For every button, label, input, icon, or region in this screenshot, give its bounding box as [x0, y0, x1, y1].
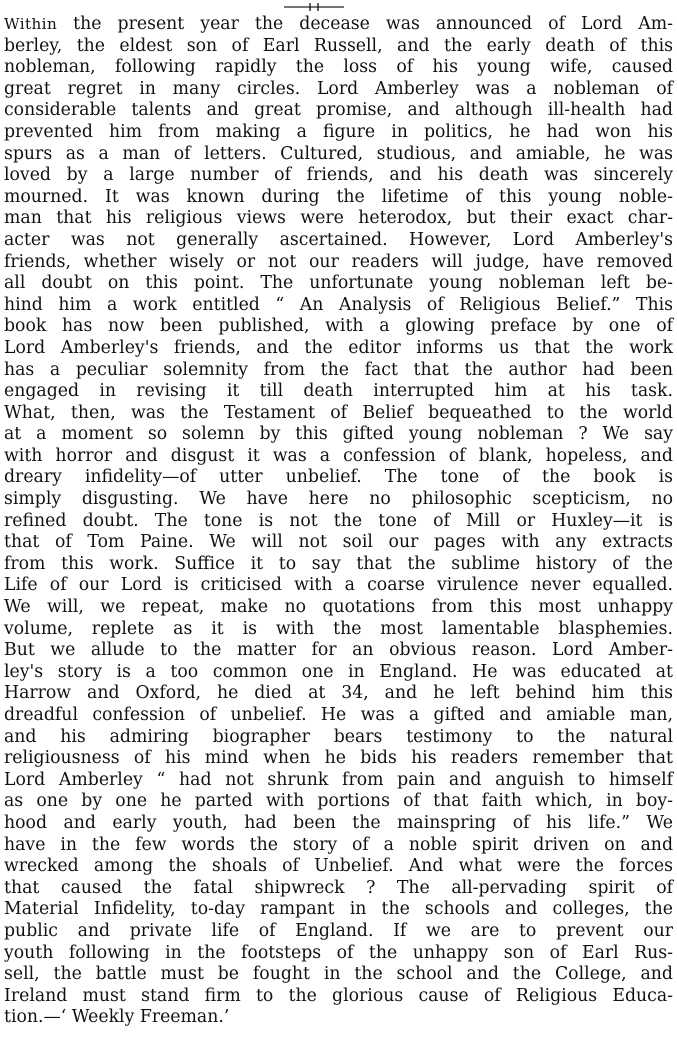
article-line-13: all doubt on this point. The unfortunate young nobleman left be-	[4, 273, 673, 294]
article-line-32: Harrow and Oxford, he died at 34, and he left behind him this	[4, 683, 673, 704]
article-line-36: Lord Amberley “ had not shrunk from pain and anguish to himself	[4, 769, 673, 790]
article-line-12: friends, whether wisely or not our readers will judge, have removed	[4, 251, 673, 272]
article-line-27: Life of our Lord is criticised with a coarse virulence never equalled.	[4, 575, 673, 596]
article-line-15: book has now been published, with a glowing preface by one of	[4, 316, 673, 337]
article-line-10: man that his religious views were heterodox, but their exact char-	[4, 208, 673, 229]
article-line-37: as one by one he parted with portions of that faith which, in boy-	[4, 791, 673, 812]
article-line-1	[4, 14, 673, 36]
article-line-42: Material Infidelity, to-day rampant in the schools and colleges, the	[4, 899, 673, 920]
article-line-28: We will, we repeat, make no quotations from this most unhappy	[4, 597, 673, 618]
article-lines	[4, 36, 673, 1029]
article-line-26: from this work. Suffice it to say that the sublime history of the	[4, 553, 673, 574]
article-line-41: that caused the fatal shipwreck ? The all-pervading spirit of	[4, 877, 673, 898]
article-line-25: that of Tom Paine. We will not soil our pages with any extracts	[4, 532, 673, 553]
article-line-11: acter was not generally ascertained. However, Lord Amberley's	[4, 229, 673, 250]
article-line-19: What, then, was the Testament of Belief bequeathed to the world	[4, 402, 673, 423]
section-divider-ornament	[284, 2, 344, 12]
article-line-31: ley's story is a too common one in England. He was educated at	[4, 661, 673, 682]
article-line-4: great regret in many circles. Lord Amberley was a nobleman of	[4, 78, 673, 99]
article-line-35: religiousness of his mind when he bids his readers remember that	[4, 748, 673, 769]
first-line-text: the present year the decease was announced of Lord Am-	[57, 14, 673, 34]
article-line-39: have in the few words the story of a noble spirit driven on and	[4, 834, 673, 855]
article-line-3: nobleman, following rapidly the loss of his young wife, caused	[4, 57, 673, 78]
article-line-17: has a peculiar solemnity from the fact that the author had been	[4, 359, 673, 380]
article-line-45: sell, the battle must be fought in the school and the College, and	[4, 964, 673, 985]
article-line-8: loved by a large number of friends, and his death was sincerely	[4, 165, 673, 186]
article-line-14: hind him a work entitled “ An Analysis of Religious Belief.” This	[4, 294, 673, 315]
article-line-21: with horror and disgust it was a confession of blank, hopeless, and	[4, 445, 673, 466]
article-line-24: refined doubt. The tone is not the tone of Mill or Huxley—it is	[4, 510, 673, 531]
article-line-29: volume, replete as it is with the most lamentable blasphemies.	[4, 618, 673, 639]
article-line-38: hood and early youth, had been the mainspring of his life.” We	[4, 812, 673, 833]
article-line-5: considerable talents and great promise, and although ill-health had	[4, 100, 673, 121]
article-line-33: dreadful confession of unbelief. He was a gifted and amiable man,	[4, 705, 673, 725]
article-line-16: Lord Amberley's friends, and the editor informs us that the work	[4, 337, 673, 358]
article-line-43: public and private life of England. If we are to prevent our	[4, 920, 673, 941]
article-line-23: simply disgusting. We have here no philosophic scepticism, no	[4, 489, 673, 510]
article-line-30: But we allude to the matter for an obvious reason. Lord Amber-	[4, 640, 673, 661]
article-line-46: Ireland must stand firm to the glorious cause of Religious Educa-	[4, 985, 673, 1006]
article-line-22: dreary infidelity—of utter unbelief. The tone of the book is	[4, 467, 673, 488]
article-line-6: prevented him from making a figure in politics, he had won his	[4, 121, 673, 142]
article-line-2: berley, the eldest son of Earl Russell, and the early death of this	[4, 35, 673, 56]
article-line-18: engaged in revising it till death interrupted him at his task.	[4, 381, 673, 402]
article-line-7: spurs as a man of letters. Cultured, studious, and amiable, he was	[4, 143, 673, 164]
lead-word: Within	[4, 15, 58, 33]
article-line-20: at a moment so solemn by this gifted young nobleman ? We say	[4, 424, 673, 445]
article-line-47: tion.—‘ Weekly Freeman.’	[4, 1007, 230, 1028]
article-body	[4, 14, 673, 1029]
article-line-40: wrecked among the shoals of Unbelief. And what were the forces	[4, 856, 673, 877]
article-line-44: youth following in the footsteps of the unhappy son of Earl Rus-	[4, 942, 673, 963]
article-line-34: and his admiring biographer bears testimony to the natural	[4, 726, 673, 747]
article-line-9: mourned. It was known during the lifetime of this young noble-	[4, 186, 673, 207]
